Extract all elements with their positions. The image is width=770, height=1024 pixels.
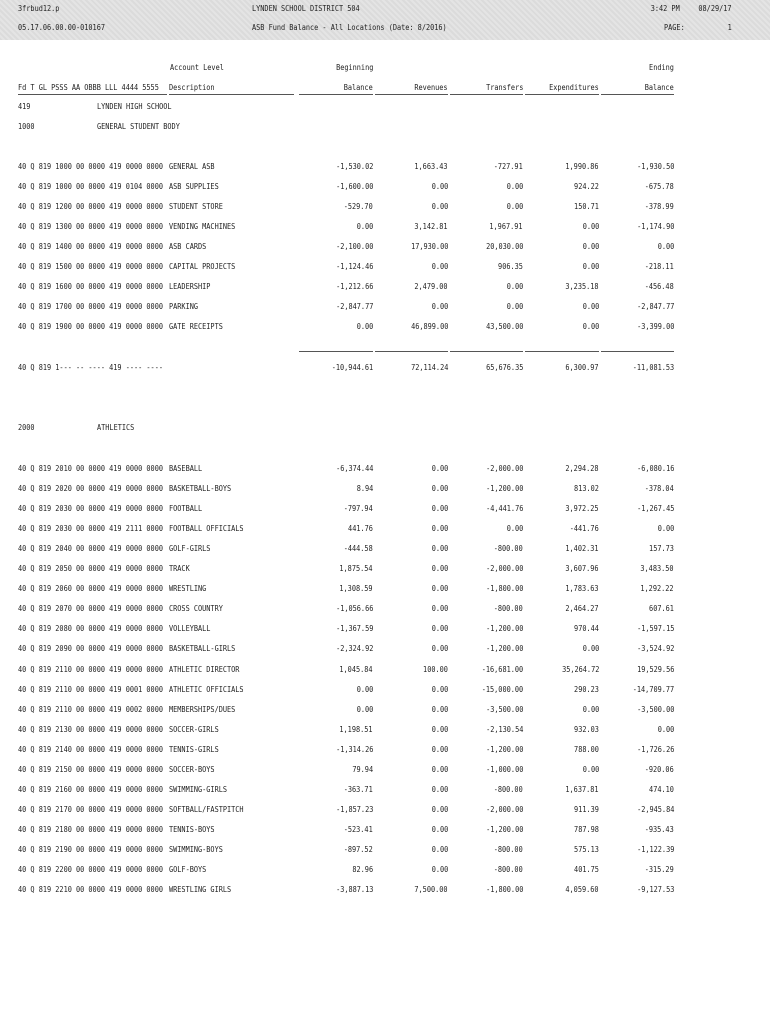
row-description: SOCCER-GIRLS — [169, 725, 219, 734]
total-transfers: 65,676.35 — [485, 363, 523, 372]
row-transfers: 0.00 — [506, 182, 523, 191]
row-description: TRACK — [169, 564, 190, 573]
row-expenditures: -441.76 — [570, 524, 599, 533]
row-beginning-balance: -3,887.13 — [335, 885, 373, 894]
row-revenues: 0.00 — [431, 825, 448, 834]
row-ending-balance: -935.43 — [645, 825, 674, 834]
col-balance-end: Balance — [645, 83, 674, 92]
row-description: ASB CARDS — [169, 242, 207, 251]
row-revenues: 0.00 — [431, 524, 448, 533]
row-beginning-balance: -1,056.66 — [335, 604, 373, 613]
row-expenditures: 911.39 — [574, 805, 599, 814]
col-revenues: Revenues — [414, 83, 448, 92]
row-account-code: 40 Q 819 2010 00 0000 419 0000 0000 — [18, 464, 163, 473]
row-revenues: 0.00 — [431, 644, 448, 653]
row-transfers: -3,500.00 — [485, 705, 523, 714]
row-ending-balance: -675.78 — [645, 182, 674, 191]
total-ending-balance: -11,081.53 — [632, 363, 674, 372]
row-ending-balance: -1,597.15 — [636, 624, 674, 633]
row-description: ATHLETIC OFFICIALS — [169, 685, 244, 694]
row-ending-balance: -920.06 — [645, 765, 674, 774]
row-transfers: -727.91 — [494, 162, 523, 171]
col-balance-begin: Balance — [344, 83, 373, 92]
row-account-code: 40 Q 819 2130 00 0000 419 0000 0000 — [18, 725, 163, 734]
row-account-code: 40 Q 819 1900 00 0000 419 0000 0000 — [18, 322, 163, 331]
row-description: STUDENT STORE — [169, 202, 223, 211]
row-account-code: 40 Q 819 1400 00 0000 419 0000 0000 — [18, 242, 163, 251]
district-name: LYNDEN SCHOOL DISTRICT 504 — [252, 4, 360, 13]
row-beginning-balance: -2,100.00 — [335, 242, 373, 251]
row-transfers: -800.00 — [494, 544, 523, 553]
row-revenues: 2,479.00 — [414, 282, 448, 291]
run-id: 05.17.06.00.00-010167 — [18, 23, 105, 32]
row-expenditures: 788.00 — [574, 745, 599, 754]
row-ending-balance: -1,930.50 — [636, 162, 674, 171]
row-transfers: -1,000.00 — [485, 765, 523, 774]
row-beginning-balance: -523.41 — [344, 825, 373, 834]
row-transfers: -15,000.00 — [481, 685, 523, 694]
row-revenues: 0.00 — [431, 624, 448, 633]
row-expenditures: 932.03 — [574, 725, 599, 734]
row-description: SWIMMING-GIRLS — [169, 785, 227, 794]
row-expenditures: 0.00 — [582, 262, 599, 271]
row-beginning-balance: 0.00 — [356, 685, 373, 694]
col-account-level: Account Level — [170, 63, 224, 72]
row-account-code: 40 Q 819 2170 00 0000 419 0000 0000 — [18, 805, 163, 814]
row-ending-balance: -1,174.90 — [636, 222, 674, 231]
row-description: BASKETBALL-GIRLS — [169, 644, 236, 653]
row-revenues: 0.00 — [431, 765, 448, 774]
row-expenditures: 1,990.86 — [565, 162, 599, 171]
header-underline-code — [18, 94, 167, 95]
row-ending-balance: -6,080.16 — [636, 464, 674, 473]
row-beginning-balance: 79.94 — [352, 765, 373, 774]
row-account-code: 40 Q 819 2150 00 0000 419 0000 0000 — [18, 765, 163, 774]
row-account-code: 40 Q 819 1500 00 0000 419 0000 0000 — [18, 262, 163, 271]
col-beginning: Beginning — [335, 63, 373, 72]
row-revenues: 0.00 — [431, 865, 448, 874]
row-revenues: 0.00 — [431, 504, 448, 513]
row-beginning-balance: 1,875.54 — [339, 564, 373, 573]
row-description: FOOTBALL OFFICIALS — [169, 524, 244, 533]
row-revenues: 0.00 — [431, 464, 448, 473]
total-beginning-balance: -10,944.61 — [331, 363, 373, 372]
header-underline-begin — [299, 94, 373, 95]
total-expenditures: 6,300.97 — [565, 363, 599, 372]
row-expenditures: 787.98 — [574, 825, 599, 834]
row-revenues: 0.00 — [431, 725, 448, 734]
header-underline-rev — [375, 94, 448, 95]
row-transfers: 0.00 — [506, 302, 523, 311]
row-revenues: 0.00 — [431, 845, 448, 854]
row-transfers: -1,200.00 — [485, 644, 523, 653]
row-ending-balance: -3,500.00 — [636, 705, 674, 714]
row-revenues: 7,500.00 — [414, 885, 448, 894]
row-transfers: -1,200.00 — [485, 484, 523, 493]
row-expenditures: 35,264.72 — [561, 665, 599, 674]
col-ending: Ending — [649, 63, 674, 72]
row-beginning-balance: -2,324.92 — [335, 644, 373, 653]
row-revenues: 0.00 — [431, 785, 448, 794]
row-description: SOCCER-BOYS — [169, 765, 215, 774]
row-account-code: 40 Q 819 2040 00 0000 419 0000 0000 — [18, 544, 163, 553]
row-transfers: -4,441.76 — [485, 504, 523, 513]
row-description: GOLF-BOYS — [169, 865, 207, 874]
row-account-code: 40 Q 819 1200 00 0000 419 0000 0000 — [18, 202, 163, 211]
row-revenues: 0.00 — [431, 705, 448, 714]
row-description: SWIMMING-BOYS — [169, 845, 223, 854]
row-ending-balance: -378.99 — [645, 202, 674, 211]
row-expenditures: 3,972.25 — [565, 504, 599, 513]
row-account-code: 40 Q 819 2090 00 0000 419 0000 0000 — [18, 644, 163, 653]
row-transfers: 906.35 — [498, 262, 523, 271]
row-beginning-balance: -529.70 — [344, 202, 373, 211]
row-ending-balance: 0.00 — [657, 725, 674, 734]
header-underline-trans — [450, 94, 523, 95]
report-time: 3:42 PM — [651, 4, 680, 13]
row-ending-balance: -2,847.77 — [636, 302, 674, 311]
row-revenues: 0.00 — [431, 302, 448, 311]
row-expenditures: 290.23 — [574, 685, 599, 694]
row-ending-balance: -315.29 — [645, 865, 674, 874]
row-transfers: -1,800.00 — [485, 584, 523, 593]
col-description: Description — [169, 83, 215, 92]
report-header-band — [0, 0, 770, 40]
row-expenditures: 0.00 — [582, 765, 599, 774]
row-transfers: 0.00 — [506, 524, 523, 533]
row-account-code: 40 Q 819 1700 00 0000 419 0000 0000 — [18, 302, 163, 311]
row-transfers: -1,200.00 — [485, 624, 523, 633]
row-account-code: 40 Q 819 2060 00 0000 419 0000 0000 — [18, 584, 163, 593]
row-description: GATE RECEIPTS — [169, 322, 223, 331]
row-description: WRESTLING GIRLS — [169, 885, 232, 894]
col-transfers: Transfers — [485, 83, 523, 92]
row-expenditures: 4,059.60 — [565, 885, 599, 894]
row-beginning-balance: 82.96 — [352, 865, 373, 874]
row-ending-balance: -3,399.00 — [636, 322, 674, 331]
row-description: CAPITAL PROJECTS — [169, 262, 236, 271]
row-account-code: 40 Q 819 2080 00 0000 419 0000 0000 — [18, 624, 163, 633]
row-description: BASKETBALL-BOYS — [169, 484, 232, 493]
row-description: ASB SUPPLIES — [169, 182, 219, 191]
row-transfers: -2,130.54 — [485, 725, 523, 734]
row-account-code: 40 Q 819 1300 00 0000 419 0000 0000 — [18, 222, 163, 231]
row-expenditures: 150.71 — [574, 202, 599, 211]
row-expenditures: 3,235.18 — [565, 282, 599, 291]
row-expenditures: 970.44 — [574, 624, 599, 633]
row-expenditures: 0.00 — [582, 302, 599, 311]
row-transfers: -800.00 — [494, 604, 523, 613]
row-ending-balance: 607.61 — [649, 604, 674, 613]
row-transfers: -2,000.00 — [485, 805, 523, 814]
header-underline-desc — [169, 94, 294, 95]
row-description: PARKING — [169, 302, 198, 311]
row-revenues: 0.00 — [431, 805, 448, 814]
row-beginning-balance: -6,374.44 — [335, 464, 373, 473]
row-expenditures: 1,402.31 — [565, 544, 599, 553]
row-expenditures: 0.00 — [582, 322, 599, 331]
row-transfers: -2,000.00 — [485, 464, 523, 473]
section-code: 2000 — [18, 423, 35, 432]
row-transfers: -2,000.00 — [485, 564, 523, 573]
row-revenues: 17,930.00 — [410, 242, 448, 251]
row-transfers: -800.00 — [494, 865, 523, 874]
row-ending-balance: -14,709.77 — [632, 685, 674, 694]
row-account-code: 40 Q 819 2030 00 0000 419 2111 0000 — [18, 524, 163, 533]
row-beginning-balance: 1,045.84 — [339, 665, 373, 674]
row-revenues: 0.00 — [431, 484, 448, 493]
row-beginning-balance: 1,308.59 — [339, 584, 373, 593]
row-beginning-balance: -897.52 — [344, 845, 373, 854]
section-code: 1000 — [18, 122, 35, 131]
row-ending-balance: -2,945.84 — [636, 805, 674, 814]
row-account-code: 40 Q 819 2200 00 0000 419 0000 0000 — [18, 865, 163, 874]
row-beginning-balance: -363.71 — [344, 785, 373, 794]
row-description: BASEBALL — [169, 464, 203, 473]
row-expenditures: 2,294.28 — [565, 464, 599, 473]
row-revenues: 1,663.43 — [414, 162, 448, 171]
page-number: 1 — [727, 23, 732, 32]
col-code-header: Fd T GL PSSS AA OBBB LLL 4444 5555 — [18, 83, 159, 92]
section-name: ATHLETICS — [97, 423, 135, 432]
row-beginning-balance: -797.94 — [344, 504, 373, 513]
row-beginning-balance: -1,600.00 — [335, 182, 373, 191]
row-ending-balance: -1,122.39 — [636, 845, 674, 854]
row-expenditures: 3,607.96 — [565, 564, 599, 573]
col-expenditures: Expenditures — [549, 83, 599, 92]
row-revenues: 0.00 — [431, 544, 448, 553]
row-account-code: 40 Q 819 1600 00 0000 419 0000 0000 — [18, 282, 163, 291]
row-expenditures: 1,783.63 — [565, 584, 599, 593]
row-account-code: 40 Q 819 2020 00 0000 419 0000 0000 — [18, 484, 163, 493]
row-revenues: 0.00 — [431, 685, 448, 694]
row-expenditures: 924.22 — [574, 182, 599, 191]
row-expenditures: 0.00 — [582, 222, 599, 231]
section-name: GENERAL STUDENT BODY — [97, 122, 180, 131]
row-transfers: -16,681.00 — [481, 665, 523, 674]
row-account-code: 40 Q 819 1000 00 0000 419 0000 0000 — [18, 162, 163, 171]
row-beginning-balance: -1,530.02 — [335, 162, 373, 171]
row-account-code: 40 Q 819 2110 00 0000 419 0002 0000 — [18, 705, 163, 714]
row-description: WRESTLING — [169, 584, 207, 593]
row-revenues: 0.00 — [431, 604, 448, 613]
row-description: TENNIS-BOYS — [169, 825, 215, 834]
row-account-code: 40 Q 819 2180 00 0000 419 0000 0000 — [18, 825, 163, 834]
total-rule-rev — [375, 351, 448, 352]
row-expenditures: 0.00 — [582, 644, 599, 653]
row-description: GENERAL ASB — [169, 162, 215, 171]
row-description: GOLF-GIRLS — [169, 544, 211, 553]
row-account-code: 40 Q 819 2070 00 0000 419 0000 0000 — [18, 604, 163, 613]
row-revenues: 0.00 — [431, 584, 448, 593]
program-name: 3frbud12.p — [18, 4, 60, 13]
row-transfers: 0.00 — [506, 282, 523, 291]
row-account-code: 40 Q 819 2050 00 0000 419 0000 0000 — [18, 564, 163, 573]
row-ending-balance: 474.10 — [649, 785, 674, 794]
total-rule-begin — [299, 351, 373, 352]
row-beginning-balance: -1,367.59 — [335, 624, 373, 633]
row-beginning-balance: 0.00 — [356, 322, 373, 331]
row-beginning-balance: -1,314.26 — [335, 745, 373, 754]
row-beginning-balance: 1,198.51 — [339, 725, 373, 734]
row-revenues: 0.00 — [431, 202, 448, 211]
row-transfers: -1,200.00 — [485, 825, 523, 834]
report-title: ASB Fund Balance - All Locations (Date: 8/2016) — [252, 23, 447, 32]
row-ending-balance: 0.00 — [657, 242, 674, 251]
row-expenditures: 1,637.81 — [565, 785, 599, 794]
row-revenues: 0.00 — [431, 262, 448, 271]
row-revenues: 0.00 — [431, 745, 448, 754]
row-revenues: 0.00 — [431, 564, 448, 573]
row-revenues: 46,899.00 — [410, 322, 448, 331]
row-expenditures: 0.00 — [582, 242, 599, 251]
row-beginning-balance: 0.00 — [356, 705, 373, 714]
row-ending-balance: 157.73 — [649, 544, 674, 553]
row-description: ATHLETIC DIRECTOR — [169, 665, 240, 674]
row-transfers: -1,800.00 — [485, 885, 523, 894]
row-description: MEMBERSHIPS/DUES — [169, 705, 236, 714]
row-ending-balance: 1,292.22 — [640, 584, 674, 593]
row-description: VENDING MACHINES — [169, 222, 236, 231]
row-description: FOOTBALL — [169, 504, 203, 513]
total-rule-end — [601, 351, 674, 352]
location-code: 419 — [18, 102, 31, 111]
row-expenditures: 401.75 — [574, 865, 599, 874]
row-transfers: 43,500.00 — [485, 322, 523, 331]
row-account-code: 40 Q 819 2160 00 0000 419 0000 0000 — [18, 785, 163, 794]
total-rule-exp — [525, 351, 599, 352]
row-ending-balance: -378.04 — [645, 484, 674, 493]
row-expenditures: 2,464.27 — [565, 604, 599, 613]
row-beginning-balance: 8.94 — [356, 484, 373, 493]
row-account-code: 40 Q 819 1000 00 0000 419 0104 0000 — [18, 182, 163, 191]
row-revenues: 100.00 — [423, 665, 448, 674]
row-description: SOFTBALL/FASTPITCH — [169, 805, 244, 814]
header-underline-end — [601, 94, 674, 95]
report-date: 08/29/17 — [698, 4, 732, 13]
row-ending-balance: 0.00 — [657, 524, 674, 533]
row-ending-balance: 19,529.56 — [636, 665, 674, 674]
header-underline-exp — [525, 94, 599, 95]
row-beginning-balance: 441.76 — [348, 524, 373, 533]
row-beginning-balance: -444.58 — [344, 544, 373, 553]
total-revenues: 72,114.24 — [410, 363, 448, 372]
row-ending-balance: -1,726.26 — [636, 745, 674, 754]
row-account-code: 40 Q 819 2210 00 0000 419 0000 0000 — [18, 885, 163, 894]
row-account-code: 40 Q 819 2110 00 0000 419 0000 0000 — [18, 665, 163, 674]
row-ending-balance: -9,127.53 — [636, 885, 674, 894]
row-transfers: -800.00 — [494, 845, 523, 854]
row-account-code: 40 Q 819 2140 00 0000 419 0000 0000 — [18, 745, 163, 754]
row-expenditures: 813.02 — [574, 484, 599, 493]
row-beginning-balance: 0.00 — [356, 222, 373, 231]
row-account-code: 40 Q 819 2030 00 0000 419 0000 0000 — [18, 504, 163, 513]
row-expenditures: 0.00 — [582, 705, 599, 714]
row-beginning-balance: -2,847.77 — [335, 302, 373, 311]
total-rule-trans — [450, 351, 523, 352]
row-account-code: 40 Q 819 2190 00 0000 419 0000 0000 — [18, 845, 163, 854]
row-expenditures: 575.13 — [574, 845, 599, 854]
row-transfers: 1,967.91 — [489, 222, 523, 231]
row-description: LEADERSHIP — [169, 282, 211, 291]
row-beginning-balance: -1,212.66 — [335, 282, 373, 291]
row-beginning-balance: -1,124.46 — [335, 262, 373, 271]
row-beginning-balance: -1,857.23 — [335, 805, 373, 814]
row-revenues: 3,142.81 — [414, 222, 448, 231]
row-ending-balance: -3,524.92 — [636, 644, 674, 653]
row-transfers: -1,200.00 — [485, 745, 523, 754]
total-account-code: 40 Q 819 1--- -- ---- 419 ---- ---- — [18, 363, 163, 372]
row-ending-balance: -218.11 — [645, 262, 674, 271]
page-label: PAGE: — [664, 23, 685, 32]
row-ending-balance: -456.48 — [645, 282, 674, 291]
row-description: CROSS COUNTRY — [169, 604, 223, 613]
row-account-code: 40 Q 819 2110 00 0000 419 0001 0000 — [18, 685, 163, 694]
row-description: TENNIS-GIRLS — [169, 745, 219, 754]
row-revenues: 0.00 — [431, 182, 448, 191]
row-ending-balance: 3,483.50 — [640, 564, 674, 573]
row-transfers: -800.00 — [494, 785, 523, 794]
row-transfers: 0.00 — [506, 202, 523, 211]
location-name: LYNDEN HIGH SCHOOL — [97, 102, 172, 111]
row-transfers: 20,030.00 — [485, 242, 523, 251]
row-description: VOLLEYBALL — [169, 624, 211, 633]
row-ending-balance: -1,267.45 — [636, 504, 674, 513]
